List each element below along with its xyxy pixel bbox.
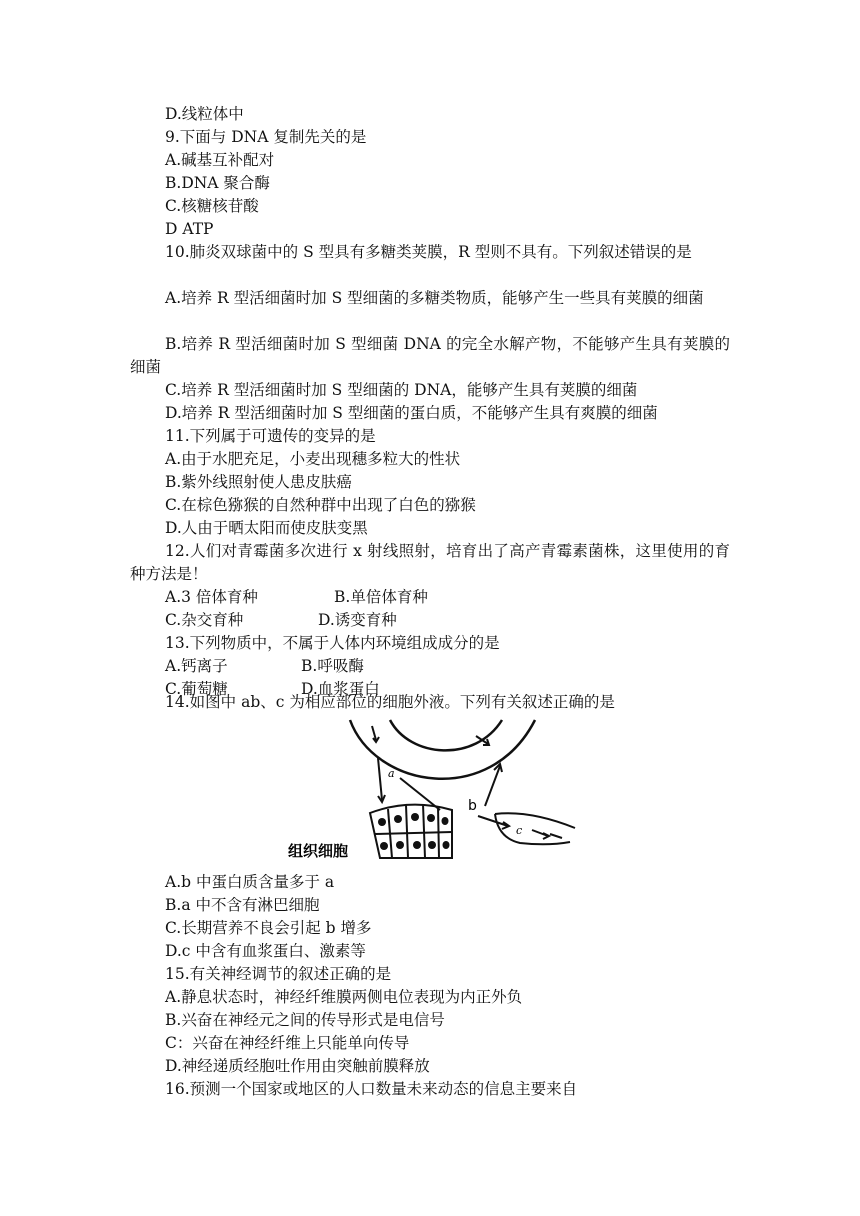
tissue-fluid-diagram: [280, 718, 580, 868]
option-line: C.核糖核苷酸: [165, 197, 259, 215]
question-16: 16.预测一个国家或地区的人口数量未来动态的信息主要来自: [165, 1080, 578, 1098]
option-line: A.钙离子: [165, 657, 228, 675]
option-line: D.神经递质经胞吐作用由突触前膜释放: [165, 1057, 430, 1075]
label-c: c: [516, 824, 523, 837]
option-line: D.线粒体中: [165, 105, 244, 123]
option-line: A.碱基互补配对: [165, 151, 275, 169]
question-14: 14.如图中 ab、c 为相应部位的细胞外液。下列有关叙述正确的是: [165, 693, 615, 711]
option-line: D ATP: [165, 220, 214, 238]
question-11: 11.下列属于可遗传的变异的是: [165, 427, 376, 445]
label-a: a: [388, 767, 395, 780]
option-line: A.静息状态时，神经纤维膜两侧电位表现为内正外负: [165, 988, 523, 1006]
label-b: b: [468, 798, 477, 814]
option-line: D.人由于晒太阳而使皮肤变黑: [165, 519, 368, 537]
option-line: C.长期营养不良会引起 b 增多: [165, 919, 372, 937]
option-line: C.葡萄糖: [165, 680, 228, 698]
option-line: B.培养 R 型活细菌时加 S 型细菌 DNA 的完全水解产物，不能够产生具有荚膜的细菌: [130, 335, 730, 376]
option-line: C.培养 R 型活细菌时加 S 型细菌的 DNA，能够产生具有荚膜的细菌: [165, 381, 638, 399]
option-line: B.DNA 聚合酶: [165, 174, 270, 192]
figure-caption: 组织细胞: [288, 842, 349, 860]
option-line: A.3 倍体育种: [165, 588, 258, 606]
option-line: D.培养 R 型活细菌时加 S 型细菌的蛋白质，不能够产生具有爽膜的细菌: [165, 404, 658, 422]
option-line: C.在棕色猕猴的自然种群中出现了白色的猕猴: [165, 496, 476, 514]
option-line: D.诱变育种: [318, 611, 397, 629]
option-line: C：兴奋在神经纤维上只能单向传导: [165, 1034, 410, 1052]
option-line: D.c 中含有血浆蛋白、激素等: [165, 942, 366, 960]
option-line: B.紫外线照射使人患皮肤癌: [165, 473, 352, 491]
question-12: 12.人们对青霉菌多次进行 x 射线照射，培育出了高产青霉素菌株，这里使用的育种方法是！: [130, 542, 730, 583]
option-line: B.a 中不含有淋巴细胞: [165, 896, 320, 914]
question-10: 10.肺炎双球菌中的 S 型具有多糖类荚膜，R 型则不具有。下列叙述错误的是: [165, 243, 692, 261]
option-line: A.b 中蛋白质含量多于 a: [165, 873, 335, 891]
option-line: D.血浆蛋白: [301, 680, 380, 698]
question-15: 15.有关神经调节的叙述正确的是: [165, 965, 392, 983]
option-line: A.培养 R 型活细菌时加 S 型细菌的多糖类物质，能够产生一些具有荚膜的细菌: [165, 289, 704, 307]
question-9: 9.下面与 DNA 复制先关的是: [165, 128, 367, 146]
option-line: B.兴奋在神经元之间的传导形式是电信号: [165, 1011, 445, 1029]
option-line: B.单倍体育种: [334, 588, 428, 606]
option-line: A.由于水肥充足，小麦出现穗多粒大的性状: [165, 450, 461, 468]
option-line: C.杂交育种: [165, 611, 244, 629]
option-line: B.呼吸酶: [301, 657, 364, 675]
question-13: 13.下列物质中，不属于人体内环境组成成分的是: [165, 634, 500, 652]
